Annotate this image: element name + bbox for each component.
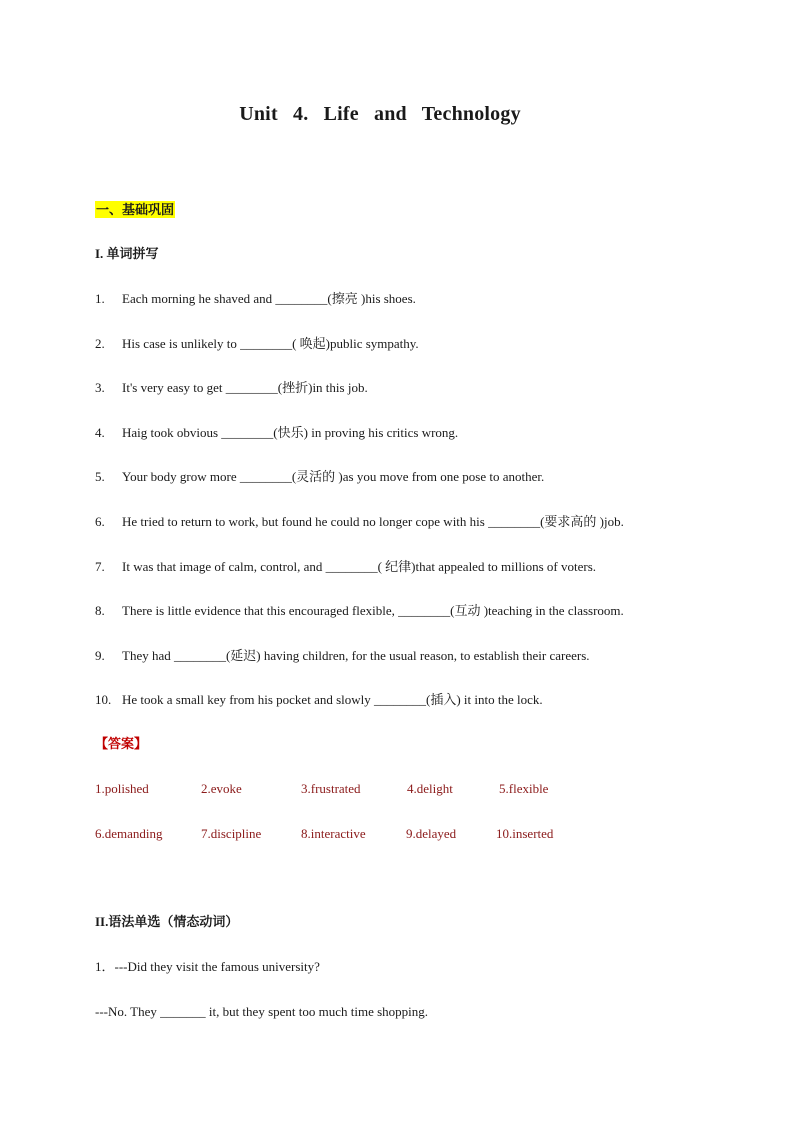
question-number: 10.: [95, 692, 112, 708]
question-item: [95, 424, 624, 469]
question-number: 6.: [95, 513, 105, 529]
question-number: 8.: [95, 603, 105, 619]
spelling-question-list: [95, 290, 624, 736]
question-text: His case is unlikely to ________( 唤起)public sympathy.: [122, 335, 419, 351]
question-text: It was that image of calm, control, and ________( 纪律)that appealed to millions of voters.: [122, 558, 597, 574]
question-item: [95, 468, 624, 513]
question-text: It's very easy to get ________(挫折)in this job.: [122, 380, 368, 396]
sub-heading-spelling: I. 单词拼写: [95, 246, 159, 261]
question-number: 3.: [95, 380, 105, 396]
question-item: [95, 602, 624, 647]
answer-label: 【答案】: [95, 736, 148, 751]
answer-item: 1.polished: [95, 781, 149, 796]
question-text: Each morning he shaved and ________(擦亮 )his shoes.: [122, 291, 416, 306]
question-item: [95, 379, 624, 424]
answer-item: 10.inserted: [496, 826, 554, 841]
question-number: 1.: [95, 291, 105, 306]
answer-item: 5.flexible: [499, 781, 549, 796]
question-number: 7.: [95, 558, 105, 574]
answer-item: 2.evoke: [201, 781, 242, 796]
question-number: 2.: [95, 335, 105, 351]
question-item: [95, 513, 624, 558]
answer-item: 4.delight: [407, 781, 453, 796]
question-number: 9.: [95, 647, 105, 663]
section-heading-basics: 一、基础巩固: [96, 202, 175, 217]
question-number: 5.: [95, 469, 105, 485]
question-item: [95, 290, 624, 335]
question-item: [95, 647, 624, 692]
page-title: Unit 4. Life and Technology: [239, 103, 521, 125]
question-text: There is little evidence that this encouraged flexible, ________(互动 )teaching in the classroom.: [122, 603, 624, 619]
question-item: [95, 335, 624, 380]
question-number: 4.: [95, 424, 105, 440]
answer-item: 7.discipline: [201, 826, 262, 841]
answer-item: 9.delayed: [406, 826, 457, 841]
question-text: Your body grow more ________(灵活的 )as you move from one pose to another.: [122, 469, 545, 485]
grammar-question-line: 1．---Did they visit the famous university?: [95, 959, 320, 974]
question-text: Haig took obvious ________(快乐) in proving his critics wrong.: [122, 424, 459, 440]
answer-item: 8.interactive: [301, 826, 366, 841]
grammar-question-line: ---No. They _______ it, but they spent too much time shopping.: [95, 1004, 429, 1019]
answer-item: 3.frustrated: [301, 781, 361, 796]
question-item: [95, 691, 624, 736]
question-text: He tried to return to work, but found he could no longer cope with his ________(要求高的 )job.: [122, 513, 624, 529]
question-text: They had ________(延迟) having children, for the usual reason, to establish their careers.: [122, 647, 590, 663]
sub-heading-grammar: II.语法单选（情态动词）: [95, 914, 239, 929]
answer-item: 6.demanding: [95, 826, 163, 841]
question-text: He took a small key from his pocket and slowly ________(插入) it into the lock.: [122, 692, 543, 708]
question-item: [95, 558, 624, 603]
